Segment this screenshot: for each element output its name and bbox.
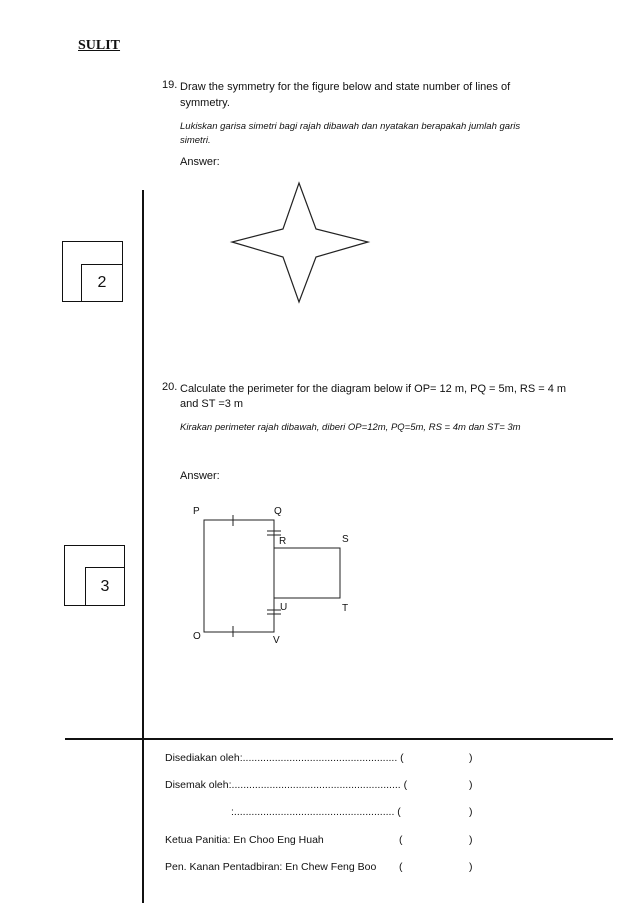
q20-text-line1: Calculate the perimeter for the diagram below if OP= 12 m, PQ = 5m, RS = 4 m	[180, 383, 567, 395]
q20-malay: Kirakan perimeter rajah dibawah, diberi OP=12m, PQ=5m, RS = 4m dan ST= 3m	[180, 422, 521, 433]
sig-head-panel-close: )	[469, 834, 473, 846]
sig-checked-by-2-close: )	[469, 806, 473, 818]
four-point-star-figure	[225, 180, 375, 306]
sig-checked-by-2: :....................................................... (	[231, 806, 401, 818]
label-R: R	[279, 536, 287, 547]
q19-number: 19.	[162, 79, 178, 91]
marks-value-q19: 2	[81, 264, 123, 302]
sig-checked-by: Disemak oleh:.......................................................... (	[165, 779, 408, 791]
q19-malay-line1: Lukiskan garisa simetri bagi rajah dibawah dan nyatakan berapakah jumlah garis	[180, 121, 521, 132]
label-T: T	[342, 603, 349, 614]
q19-text-line2: symmetry.	[180, 97, 230, 109]
large-rectangle	[204, 520, 274, 632]
sig-prepared-by-close: )	[469, 752, 473, 764]
sig-senior-admin-close: )	[469, 861, 473, 873]
q20-answer-label: Answer:	[180, 470, 220, 482]
small-rectangle	[274, 548, 340, 598]
label-P: P	[193, 506, 200, 517]
sig-senior-admin-open: (	[399, 861, 403, 873]
label-O: O	[193, 631, 201, 642]
q19-answer-label: Answer:	[180, 156, 220, 168]
q20-number: 20.	[162, 381, 178, 393]
label-S: S	[342, 534, 349, 545]
label-Q: Q	[274, 506, 282, 517]
sig-prepared-by: Disediakan oleh:..................................................... (	[165, 752, 404, 764]
sig-checked-by-close: )	[469, 779, 473, 791]
perimeter-diagram	[180, 500, 380, 660]
sig-head-panel-open: (	[399, 834, 403, 846]
label-V: V	[273, 635, 280, 646]
footer-horizontal-rule	[65, 738, 613, 740]
sulit-header: SULIT	[78, 38, 121, 53]
sig-head-panel: Ketua Panitia: En Choo Eng Huah	[165, 834, 324, 846]
star-shape	[232, 183, 368, 302]
q20-text-line2: and ST =3 m	[180, 398, 244, 410]
margin-vertical-rule	[142, 190, 144, 903]
sig-senior-admin: Pen. Kanan Pentadbiran: En Chew Feng Boo	[165, 861, 377, 873]
q19-text-line1: Draw the symmetry for the figure below and state number of lines of	[180, 81, 511, 93]
marks-value-q20: 3	[85, 567, 125, 606]
label-U: U	[280, 602, 288, 613]
q19-malay-line2: simetri.	[180, 135, 211, 146]
